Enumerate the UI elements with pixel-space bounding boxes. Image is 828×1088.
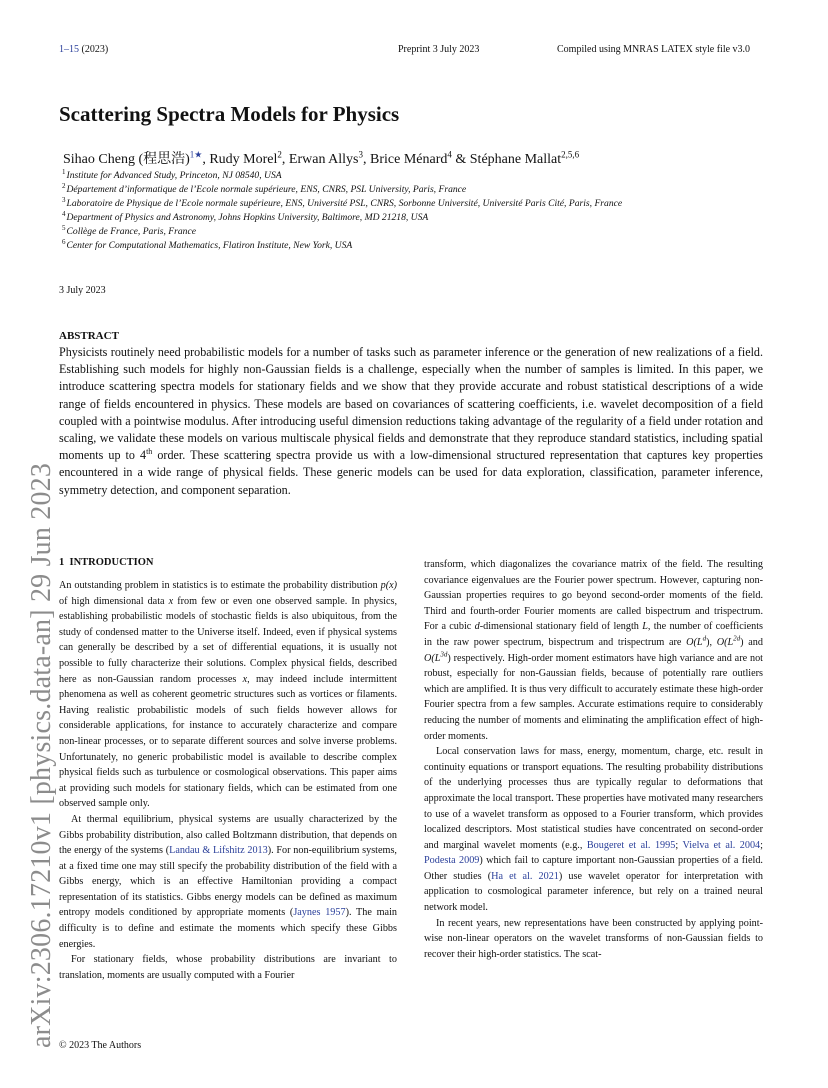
math-inline: p(x) — [380, 580, 397, 591]
paragraph: Local conservation laws for mass, energy, momentum, charge, etc. result in continuity equations or transport equations. The resulting probability distributions of the underlying processes thus are typically regular to deformations that approximate the local transport. These properties have motivated many researchers to use of a wavelet transform as opposed to a Fourier transform, which provides localized descriptors. Most statistical studies have concentrated on second-order and marginal wavelet moments (e.g., Bougeret et al. 1995; Vielva et al. 2004; Podesta 2009) which fail to capture important non-Gaussian properties of a field. Other studies (Ha et al. 2021) use wavelet operator for interpretation with application to cosmological parameter inference, but rely on a trained neural network model. — [424, 746, 763, 914]
author-name: Brice Ménard — [370, 152, 448, 167]
affiliation-text: Laboratoire de Physique de l’Ecole normale supérieure, ENS, Université PSL, CNRS, Sorbonne Université, Université Paris Cité, Paris, France — [66, 198, 623, 210]
citation-link[interactable]: Landau & Lifshitz 2013 — [169, 845, 268, 857]
author-affil-sup: 4 — [447, 149, 452, 160]
abstract-text: Physicists routinely need probabilistic models for a number of tasks such as parameter inference or the generation of new realizations of a field. Establishing such models for highly non-Gaussian fields is a challenge, especially when the number of samples is limited. In this paper, we introduce scattering spectra models for stationary fields and we show that they provide accurate and robust statistical descriptions of a wide range of fields encountered in physics. These models are based on covariances of scattering coefficients, i.e. wavelet decomposition of a field coupled with a pointwise modulus. After introducing useful dimension reductions taking advantage of the regularity of a field under rotation and scaling, we validate these models on various multiscale physical fields and demonstrate that they reproduce standard statistics, including spatial moments up to 4 — [59, 345, 763, 463]
abstract-heading: ABSTRACT — [59, 330, 119, 342]
running-header-center: Preprint 3 July 2023 — [398, 44, 480, 55]
paper-title: Scattering Spectra Models for Physics — [59, 102, 400, 126]
affiliation-text: Department of Physics and Astronomy, Johns Hopkins University, Baltimore, MD 21218, USA — [66, 212, 429, 224]
affiliation — [62, 210, 428, 223]
affiliation-text: Center for Computational Mathematics, Flatiron Institute, New York, USA — [66, 240, 353, 252]
affiliation-number: 6 — [62, 238, 66, 246]
author-affil-sup: 2,5,6 — [561, 149, 580, 160]
affiliation-text: Département d’informatique de l’Ecole normale supérieure, ENS, CNRS, PSL University, Paris, France — [66, 184, 467, 196]
affiliation-number: 4 — [62, 210, 66, 218]
arxiv-stamp-text: arXiv:2306.17210v1 [physics.data-an] 29 Jun 2023 — [26, 462, 57, 1048]
author-name: Stéphane Mallat — [469, 152, 562, 167]
paragraph: In recent years, new representations have been constructed by applying point-wise non-linear operators on the wavelet transforms of non-Gaussian fields to recover their high-order statistics. The scat- — [424, 917, 763, 960]
math-inline: x — [242, 673, 248, 685]
author-name: Rudy Morel — [209, 152, 278, 167]
affiliation-number: 3 — [62, 196, 66, 204]
author-name: Erwan Allys — [288, 152, 359, 167]
math-inline: $O(L^d$ — [686, 634, 707, 648]
affiliation-number: 2 — [62, 182, 66, 190]
abstract-superscript: th — [146, 447, 153, 457]
citation-link[interactable]: Jaynes 1957 — [293, 907, 346, 919]
math-inline: L — [642, 621, 648, 633]
paragraph: For stationary fields, whose probability distributions are invariant to translation, moments are usually computed with a Fourier — [59, 954, 397, 981]
author-affil-sup[interactable]: 1★ — [189, 149, 203, 160]
affiliation-number: 1 — [62, 168, 66, 176]
affiliation — [62, 224, 196, 237]
affiliation-text: Institute for Advanced Study, Princeton, NJ 08540, USA — [66, 170, 282, 182]
section-heading — [59, 557, 154, 568]
page-range-link[interactable]: 1–15 — [59, 44, 79, 55]
affiliation — [62, 196, 622, 209]
math-inline: d — [474, 621, 480, 633]
citation-link[interactable]: Bougeret et al. 1995 — [586, 839, 676, 851]
section-number: 1 — [59, 557, 65, 568]
running-header-right: Compiled using MNRAS LATEX style file v3.0 — [557, 44, 751, 55]
author-list: Sihao Cheng (程思浩)$^{1★}$, Rudy Morel$^2$, Erwan Allys$^3$, Brice Ménard$^4$ & Stéphane Mallat$^{2,5,6}$ — [63, 149, 580, 167]
left-column — [59, 578, 397, 983]
author-name: Sihao Cheng (程思浩) — [63, 152, 190, 167]
math-inline: x — [168, 595, 174, 607]
author-affil-sup: 3 — [358, 149, 364, 160]
running-header-left — [59, 44, 108, 55]
abstract-text: order. These scattering spectra provide us with a low-dimensional structured representation that captures key properties encountered in a wide range of physical fields. These generic models can be used for data exploration, classification, parameter inference, symmetry detection, and component separation. — [59, 448, 763, 497]
citation-link[interactable]: Vielva et al. 2004 — [682, 839, 761, 851]
affiliation — [62, 182, 466, 195]
copyright-notice: © 2023 The Authors — [59, 1040, 142, 1051]
citation-link[interactable]: Ha et al. 2021 — [491, 870, 559, 882]
right-column — [424, 557, 763, 962]
paragraph: At thermal equilibrium, physical systems are usually characterized by the Gibbs probability distribution, also called Boltzmann distribution, that depends on the energy of the systems (Landau & Lifshitz 2013). For non-equilibrium systems, at a fixed time one may still specify the probability distribution of the field with a Gibbs energy, which is an effective Hamiltonian providing a compact representation of its statistics. Gibbs energy models can be defined as maximum entropy models conditioned by appropriate moments (Jaynes 1957). The main difficulty is to define and estimate the moments which specify these Gibbs energies. — [59, 813, 397, 950]
affiliation-text: Collège de France, Paris, France — [66, 226, 196, 238]
math-inline: $O(L^{3d}$ — [424, 650, 448, 664]
author-affil-sup: 2 — [277, 149, 282, 160]
paper-date: 3 July 2023 — [59, 285, 106, 296]
paragraph: An outstanding problem in statistics is to estimate the probability distribution p(x) of high dimensional data x from few or even one observed sample. In physics, establishing probabilistic models of stochastic fields is also ubiquitous, from the study of condensed matter to the Universe itself. Indeed, even if physical systems can generally be described by a set of differential equations, it is usually not possible to fully characterize their solutions. Complex physical fields, described here as non-Gaussian random processes x, may indeed include intermittent phenomena as well as coherent geometric structures such as vortices or filaments. Having realistic probabilistic models of such fields however allows for considerable applications, for instance to accurately characterize and compare non-linear processes, or to separate different sources and solve inverse problems. Unfortunately, no generic probabilistic model is available to describe complex physical fields such as turbulence or cosmological observations. This paper aims at providing such models for stationary fields, which can be estimated from one observed sample only. — [59, 580, 397, 810]
math-inline: $O(L^{2d}$ — [716, 634, 741, 648]
affiliation — [62, 238, 352, 251]
header-year: (2023) — [79, 44, 109, 55]
citation-link[interactable]: Podesta 2009 — [424, 855, 480, 867]
paragraph: transform, which diagonalizes the covariance matrix of the field. The resulting covariance eigenvalues are the Fourier power spectrum. However, capturing non-Gaussian properties requires to go beyond second-order moments of the field. Third and fourth-order Fourier moments are called bispectrum and trispectrum. For a cubic d-dimensional stationary field of length L, the number of coefficients in the raw power spectrum, bispectrum and trispectrum are $O(L^d)$, $O(L^{2d})$ and $O(L^{3d})$ respectively. High-order moment estimators have high variance and are not robust, especially for non-Gaussian fields, because of potentially rare outliers which are amplified. It is thus very difficult to accurately estimate these high-order Fourier spectra from a few samples. Accurate estimations require to considerably reducing the number of moments and eliminating the amplification effect of high-order moments. — [424, 559, 763, 742]
section-title: INTRODUCTION — [69, 557, 154, 568]
affiliation-number: 5 — [62, 224, 66, 232]
affiliation — [62, 168, 282, 181]
abstract-body — [59, 344, 763, 499]
